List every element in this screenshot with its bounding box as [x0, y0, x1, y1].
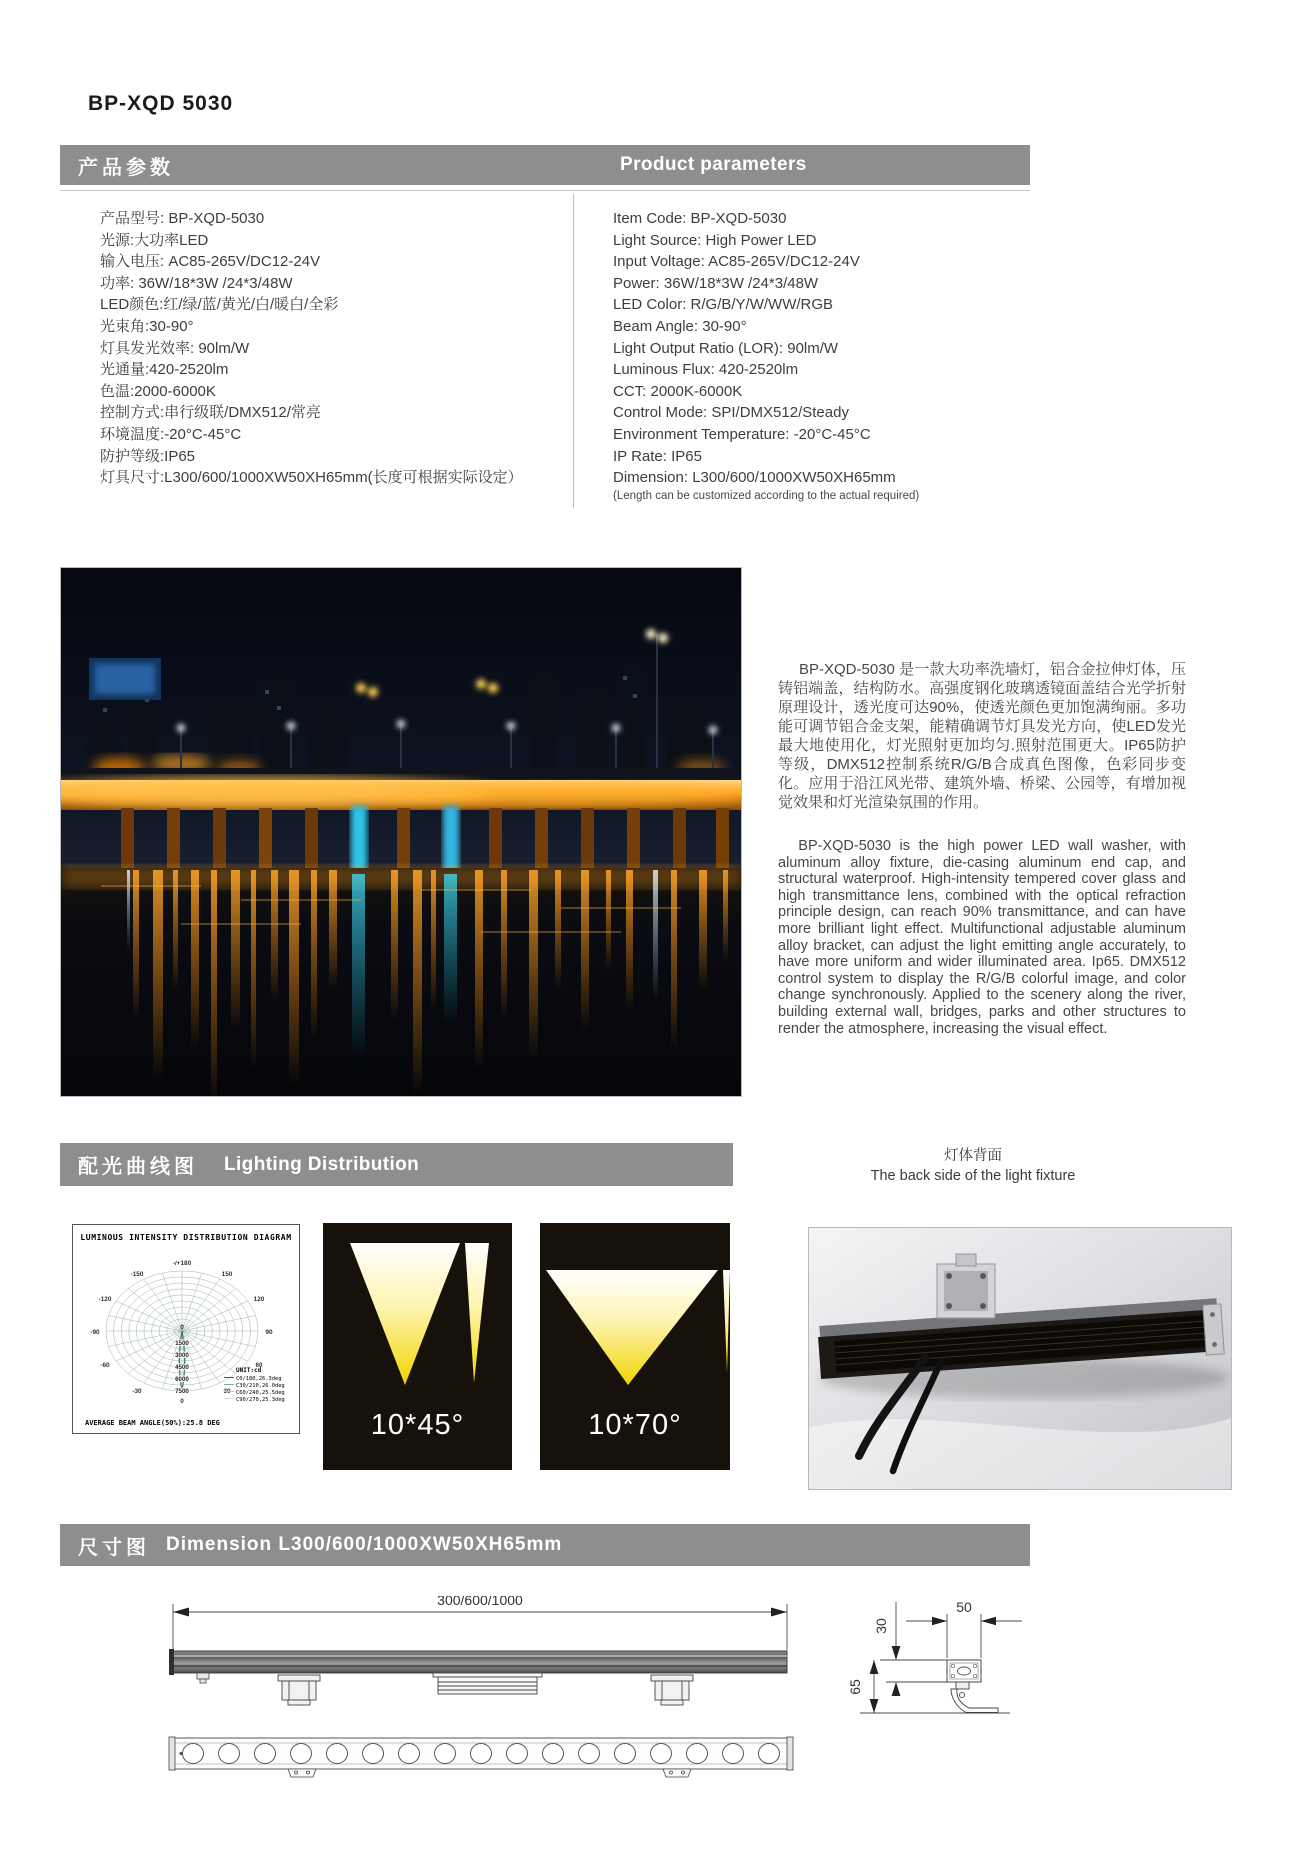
svg-text:0: 0 — [180, 1398, 184, 1405]
param-line-en: LED Color: R/G/B/Y/W/WW/RGB — [613, 296, 834, 314]
params-list-en — [613, 208, 919, 489]
height-total-dim-label: 65 — [847, 1679, 863, 1695]
dimension-header-bar — [60, 1524, 1030, 1566]
product-parameters-header-bar — [60, 145, 1030, 185]
svg-text:6000: 6000 — [175, 1376, 189, 1383]
svg-text:-30: -30 — [132, 1388, 142, 1395]
mount-bracket-left — [278, 1675, 320, 1705]
mount-bracket-right — [651, 1675, 693, 1705]
param-line-en: Input Voltage: AC85-265V/DC12-24V — [613, 253, 860, 271]
svg-text:-60: -60 — [100, 1362, 110, 1369]
side-view-end-cap — [169, 1649, 174, 1675]
bridge-night-scene — [61, 568, 742, 1097]
param-line-cn: 色温:2000-6000K — [100, 382, 216, 400]
dim-arrow-left — [173, 1608, 189, 1617]
svg-text:-90: -90 — [90, 1329, 100, 1336]
narrow-beam-cone — [465, 1243, 489, 1383]
edge-beam-sliver — [723, 1270, 730, 1373]
svg-text:150: 150 — [221, 1271, 233, 1278]
param-line-en: Environment Temperature: -20°C-45°C — [613, 425, 871, 443]
svg-text:60: 60 — [255, 1362, 263, 1369]
param-line-cn: 输入电压: AC85-265V/DC12-24V — [100, 253, 321, 271]
polar-legend — [224, 1367, 285, 1403]
param-line-cn: 光束角:30-90° — [100, 317, 194, 335]
svg-text:7500: 7500 — [175, 1388, 189, 1395]
lighting-bar-en: Lighting Distribution — [224, 1153, 420, 1175]
beam-label-45: 10*45° — [370, 1409, 465, 1441]
param-line-en: Beam Angle: 30-90° — [613, 317, 747, 335]
end-cap — [1203, 1304, 1224, 1355]
param-line-en: Light Source: High Power LED — [613, 231, 817, 249]
params-note-en: (Length can be customized according to the actual required) — [613, 489, 920, 502]
connector-nub — [197, 1673, 209, 1683]
params-block-en — [613, 208, 919, 502]
param-line-cn: LED颜色:红/绿/蓝/黄光/白/暖白/全彩 — [100, 296, 339, 314]
svg-text:3000: 3000 — [175, 1352, 189, 1359]
length-dim-label: 300/600/1000 — [437, 1596, 523, 1608]
application-photo-bridge — [60, 567, 742, 1097]
svg-text:4500: 4500 — [175, 1364, 189, 1371]
column-divider — [573, 194, 574, 508]
mounting-bracket — [937, 1254, 995, 1318]
param-line-en: Luminous Flux: 420-2520lm — [613, 361, 799, 379]
svg-text:0: 0 — [180, 1324, 184, 1331]
header-title-en: Product parameters — [620, 154, 807, 175]
description-cn: BP-XQD-5030 是一款大功率洗墙灯，铝合金拉伸灯体，压铸铝端盖，结构防水。高强度钢化玻璃透镜面盖结合光学折射原理设计，透光度可达90%，使透光颜色更加饱满绚丽。多功能可调节铝合金支架，能精确调节灯具发光方向，使LED发光最大地使用化，灯光照射更加均匀.照射范围更大。IP65防护等级，DMX512控制系统R/G/B合成真色图像，色彩同步变化。应用于沿江风光带、建筑外墙、桥梁、公园等，有增加视觉效果和灯光渲染氛围的作用。 — [778, 661, 1186, 811]
legend-entry-2: C30/210,26.0deg — [236, 1383, 285, 1389]
polar-footer: AVERAGE BEAM ANGLE(50%):25.8 DEG — [85, 1419, 220, 1427]
beam-label-70: 10*70° — [588, 1409, 682, 1441]
luminous-intensity-diagram — [72, 1224, 300, 1434]
end-view-fixture — [947, 1660, 998, 1713]
dimension-drawings — [60, 1596, 1236, 1811]
param-line-en: IP Rate: IP65 — [613, 447, 702, 465]
beam-box-70 — [540, 1223, 730, 1470]
description-en: BP-XQD-5030 is the high power LED wall washer, with aluminum alloy fixture, die-casing aluminum end cap, and structural waterproof. High-intensity tempered cover glass and high transmittance lens, combined with the optical refraction principle design, can reach 90% transmittance, and can have more brilliant light effect. Multifunctional adjustable aluminum alloy bracket, can adjust the light emitting angle accurately, to have more uniform and wider illuminated area. Ip65. DMX512 control system to display the R/G/B colorful image, and color change synchronously. Applied to the scenery along the river, building external wall, bridges, parks and other structures to render the atmosphere, increasing the visual effect. — [778, 838, 1186, 1037]
backside-caption-en: The back side of the light fixture — [870, 1168, 1076, 1184]
lighting-distribution-header-bar — [60, 1143, 733, 1186]
polar-unit: UNIT:cd — [236, 1367, 262, 1374]
param-line-en: Dimension: L300/600/1000XW50XH65mm — [613, 469, 896, 487]
param-line-en: Light Output Ratio (LOR): 90lm/W — [613, 339, 839, 357]
polar-chart — [73, 1225, 299, 1433]
param-line-cn: 光通量:420-2520lm — [100, 361, 229, 379]
param-line-en: CCT: 2000K-6000K — [613, 382, 743, 400]
height-top-dim-label: 30 — [873, 1618, 889, 1634]
legend-entry-3: C60/240,25.5deg — [236, 1390, 285, 1396]
legend-entry-1: C0/180,26.3deg — [236, 1376, 282, 1382]
svg-text:90: 90 — [265, 1329, 273, 1336]
legend-entry-4: C90/270,25.3deg — [236, 1397, 285, 1403]
param-line-cn: 功率: 36W/18*3W /24*3/48W — [100, 274, 293, 292]
svg-text:-120: -120 — [98, 1296, 112, 1303]
param-line-en: Power: 36W/18*3W /24*3/48W — [613, 274, 819, 292]
backside-caption-cn: 灯体背面 — [944, 1148, 1002, 1164]
svg-text:30: 30 — [223, 1388, 231, 1395]
param-line-en: Control Mode: SPI/DMX512/Steady — [613, 404, 849, 422]
svg-text:-150: -150 — [130, 1271, 144, 1278]
side-view-bar — [173, 1651, 787, 1673]
wide-beam-cone — [350, 1243, 460, 1385]
dim-arrow-right — [771, 1608, 787, 1617]
svg-text:1500: 1500 — [175, 1340, 189, 1347]
width-dim-label: 50 — [956, 1599, 972, 1615]
svg-text:-/+180: -/+180 — [172, 1260, 192, 1267]
param-line-cn: 灯具发光效率: 90lm/W — [100, 339, 250, 357]
param-line-cn: 环境温度:-20°C-45°C — [100, 425, 242, 443]
front-view-bar — [169, 1737, 793, 1777]
wide-beam-cone — [546, 1270, 718, 1385]
polar-title: LUMINOUS INTENSITY DISTRIBUTION DIAGRAM — [80, 1233, 292, 1242]
header-underline — [60, 190, 1030, 191]
page-title: BP-XQD 5030 — [88, 92, 234, 115]
param-line-en: Item Code: BP-XQD-5030 — [613, 210, 787, 227]
param-line-cn: 防护等级:IP65 — [100, 447, 196, 465]
params-list-cn — [100, 208, 523, 489]
backside-caption — [810, 1146, 1136, 1186]
beam-box-45 — [323, 1223, 512, 1470]
param-line-cn: 光源:大功率LED — [100, 231, 209, 249]
dimension-bar-en: Dimension L300/600/1000XW50XH65mm — [166, 1534, 563, 1555]
fixture-backside-photo — [808, 1227, 1232, 1490]
center-power-box — [433, 1673, 542, 1694]
lighting-bar-cn: 配光曲线图 — [78, 1156, 198, 1178]
dimension-drawing-svg — [60, 1596, 1236, 1811]
svg-text:120: 120 — [253, 1296, 265, 1303]
header-title-cn: 产品参数 — [78, 156, 174, 179]
dimension-bar-cn: 尺寸图 — [78, 1536, 150, 1559]
param-line-cn: 产品型号: BP-XQD-5030 — [100, 210, 265, 227]
param-line-cn: 灯具尺寸:L300/600/1000XW50XH65mm(长度可根据实际设定） — [100, 469, 523, 487]
fixture-backside-graphic — [809, 1228, 1231, 1489]
param-line-cn: 控制方式:串行级联/DMX512/常亮 — [100, 404, 321, 422]
